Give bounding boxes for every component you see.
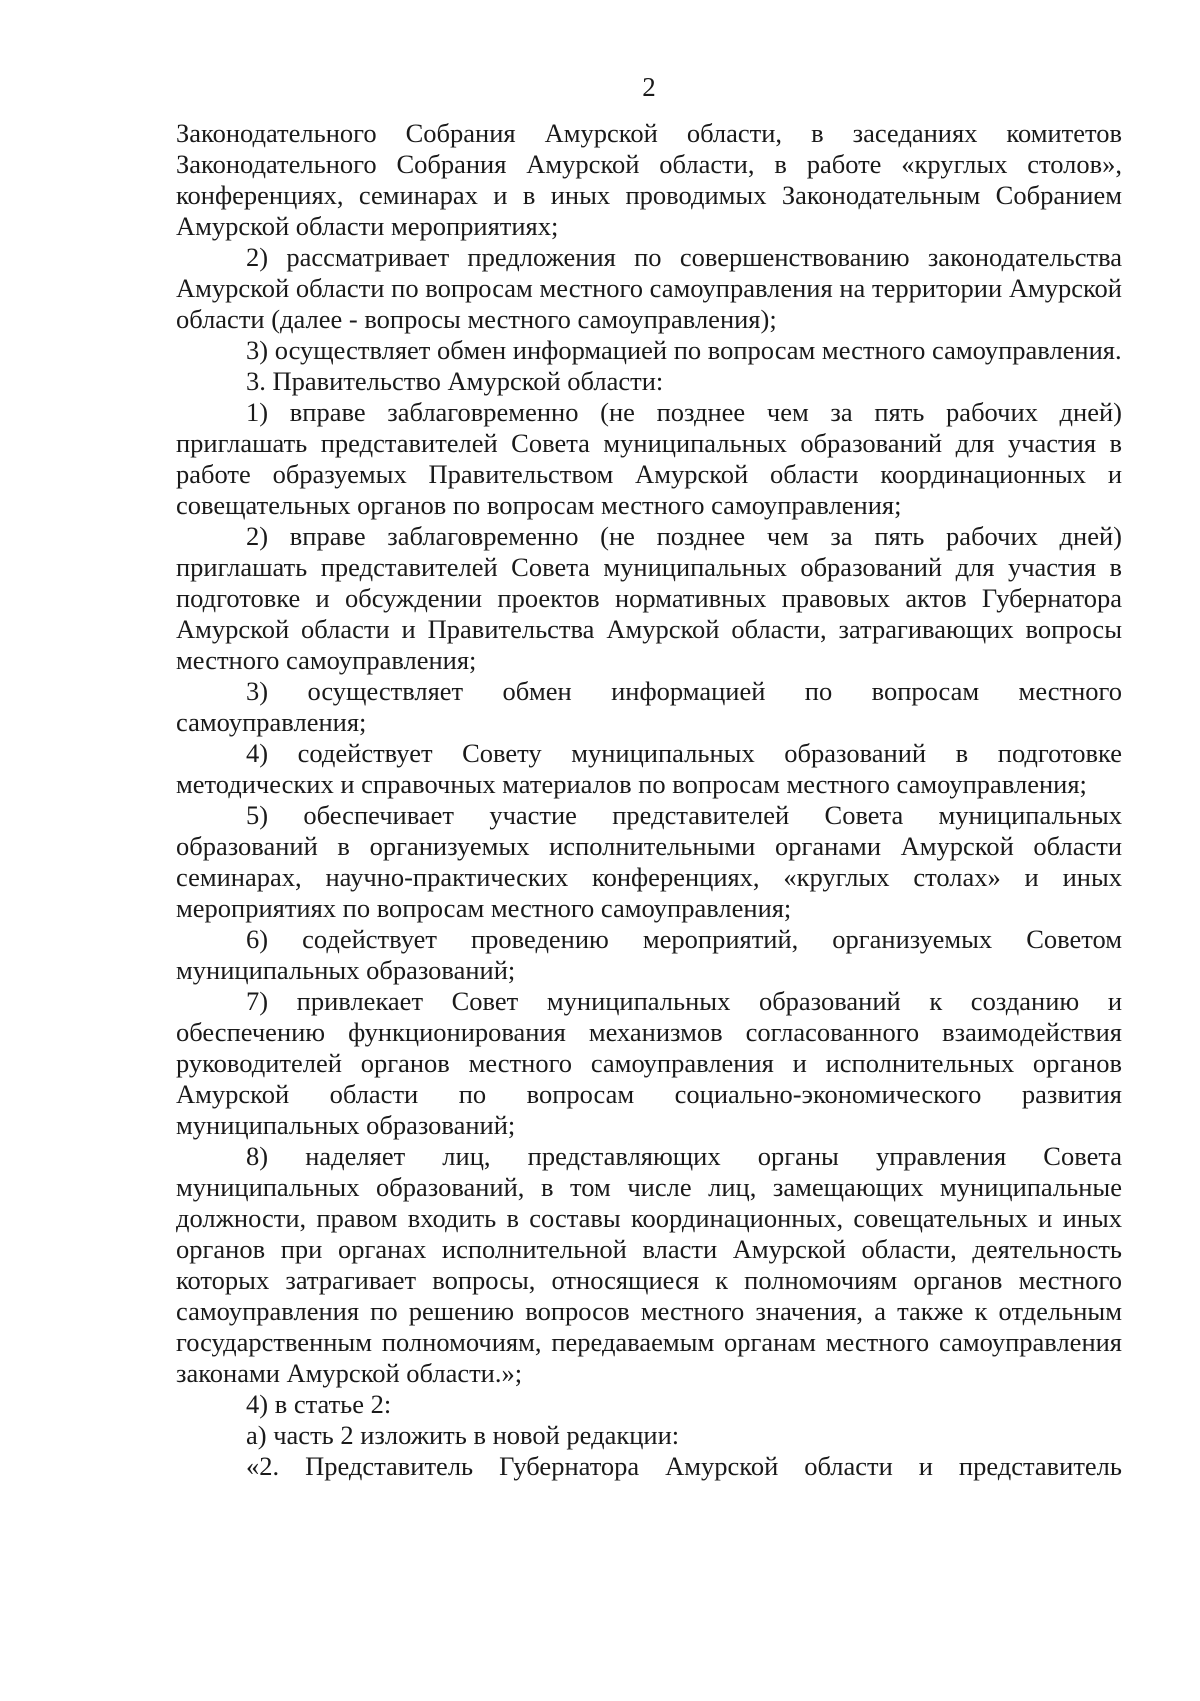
- page-number: 2: [642, 72, 656, 102]
- paragraph-gov-item-8: 8) наделяет лиц, представляющих органы управления Совета муниципальных образований, в том числе лиц, замещающих муниципальные должности, правом входить в составы координационных, совещательных и иных органов при органах исполнительной власти Амурской области, деятельность которых затрагивает вопросы, относящиеся к полномочиям органов местного самоуправления по решению вопросов местного значения, а также к отдельным государственным полномочиям, передаваемым органам местного самоуправления законами Амурской области.»;: [176, 1141, 1122, 1388]
- paragraph-gov-item-7: 7) привлекает Совет муниципальных образований к созданию и обеспечению функционирования механизмов согласованного взаимодействия руководителей органов местного самоуправления и исполнительных органов Амурской области по вопросам социально-экономического развития муниципальных образований;: [176, 986, 1122, 1140]
- document-body: [176, 118, 1122, 1482]
- paragraph-gov-item-4: 4) содействует Совету муниципальных образований в подготовке методических и справочных материалов по вопросам местного самоуправления;: [176, 738, 1122, 799]
- paragraph-gov-item-3: 3) осуществляет обмен информацией по вопросам местного самоуправления;: [176, 676, 1122, 737]
- paragraph-article-2: 4) в статье 2:: [246, 1389, 392, 1419]
- paragraph-item-3: 3) осуществляет обмен информацией по вопросам местного самоуправления.: [246, 335, 1122, 365]
- paragraph-gov-item-2: 2) вправе заблаговременно (не позднее чем за пять рабочих дней) приглашать представителей Совета муниципальных образований для участия в подготовке и обсуждении проектов нормативных правовых актов Губернатора Амурской области и Правительства Амурской области, затрагивающих вопросы местного самоуправления;: [176, 521, 1122, 675]
- paragraph-part-2-text: «2. Представитель Губернатора Амурской области и представитель: [246, 1451, 1122, 1481]
- paragraph-continuation: Законодательного Собрания Амурской области, в заседаниях комитетов Законодательного Собрания Амурской области, в работе «круглых столов», конференциях, семинарах и в иных проводимых Законодательным Собранием Амурской области мероприятиях;: [176, 118, 1122, 241]
- paragraph-gov-item-6: 6) содействует проведению мероприятий, организуемых Советом муниципальных образований;: [176, 924, 1122, 985]
- paragraph-section-3-heading: 3. Правительство Амурской области:: [246, 366, 664, 396]
- paragraph-item-2: 2) рассматривает предложения по совершенствованию законодательства Амурской области по вопросам местного самоуправления на территории Амурской области (далее - вопросы местного самоуправления);: [176, 242, 1122, 334]
- paragraph-gov-item-1: 1) вправе заблаговременно (не позднее чем за пять рабочих дней) приглашать представителей Совета муниципальных образований для участия в работе образуемых Правительством Амурской области координационных и совещательных органов по вопросам местного самоуправления;: [176, 397, 1122, 520]
- paragraph-gov-item-5: 5) обеспечивает участие представителей Совета муниципальных образований в организуемых исполнительными органами Амурской области семинарах, научно-практических конференциях, «круглых столах» и иных мероприятиях по вопросам местного самоуправления;: [176, 800, 1122, 923]
- paragraph-part-2-intro: а) часть 2 изложить в новой редакции:: [246, 1420, 680, 1450]
